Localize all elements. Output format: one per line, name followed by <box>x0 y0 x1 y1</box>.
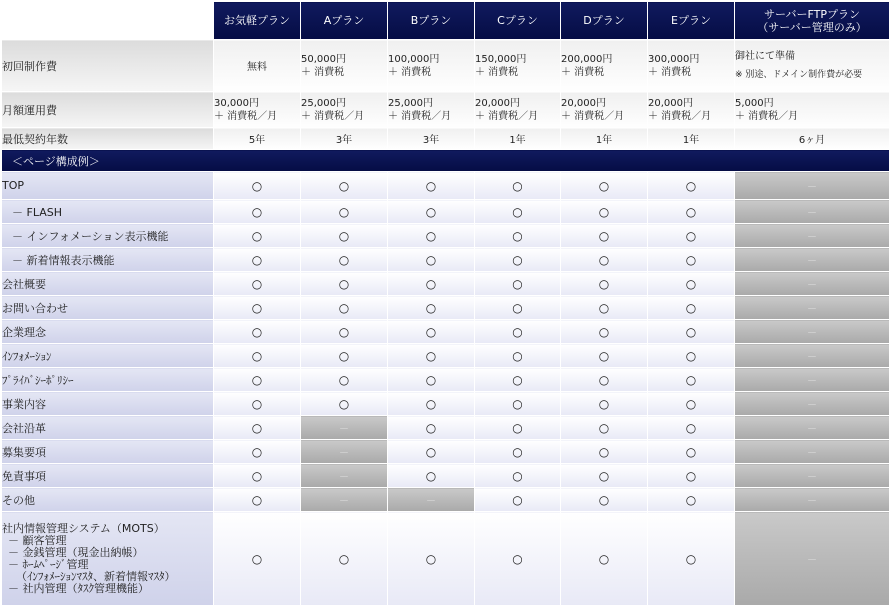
fee-tax: ＋ 消費税／月 <box>214 110 278 122</box>
yes-mark: ○ <box>475 296 561 320</box>
yes-mark: ○ <box>475 248 561 272</box>
fee-amount: 5,000円 <box>735 97 774 109</box>
yes-mark: ○ <box>475 488 561 512</box>
yes-mark: ○ <box>214 464 301 488</box>
yes-mark: ○ <box>301 200 388 224</box>
plan-header-b: Bプラン <box>388 2 475 40</box>
plan-header-e: Eプラン <box>648 2 735 40</box>
na-mark: － <box>301 440 388 464</box>
yes-mark: ○ <box>648 440 735 464</box>
feature-row-system <box>2 512 890 606</box>
yes-mark: ○ <box>475 200 561 224</box>
na-mark: － <box>735 200 890 224</box>
feature-row-news-display <box>2 248 890 272</box>
yes-mark: ○ <box>301 392 388 416</box>
yes-mark: ○ <box>648 296 735 320</box>
yes-mark: ○ <box>214 224 301 248</box>
feature-label: 会社概要 <box>2 272 214 296</box>
min-term-d: 1年 <box>561 128 648 150</box>
fee-amount: 25,000円 <box>301 97 346 109</box>
fee-amount: 25,000円 <box>388 97 433 109</box>
yes-mark: ○ <box>388 368 475 392</box>
yes-mark: ○ <box>561 344 648 368</box>
plan-header-d: Dプラン <box>561 2 648 40</box>
yes-mark: ○ <box>301 224 388 248</box>
yes-mark: ○ <box>648 272 735 296</box>
feature-row-other <box>2 488 890 512</box>
initial-fee-a <box>301 40 388 92</box>
min-term-otegaru: 5年 <box>214 128 301 150</box>
feature-row-contact <box>2 296 890 320</box>
feature-row-philosophy <box>2 320 890 344</box>
min-term-c: 1年 <box>475 128 561 150</box>
yes-mark: ○ <box>475 512 561 606</box>
yes-mark: ○ <box>475 344 561 368</box>
feature-row-info-display <box>2 224 890 248</box>
yes-mark: ○ <box>561 488 648 512</box>
plan-header-c: Cプラン <box>475 2 561 40</box>
ftp-header-line2: （サーバー管理のみ） <box>757 20 867 34</box>
yes-mark: ○ <box>214 272 301 296</box>
fee-amount: 50,000円 <box>301 53 346 65</box>
yes-mark: ○ <box>648 248 735 272</box>
feature-label: 事業内容 <box>2 392 214 416</box>
yes-mark: ○ <box>214 440 301 464</box>
na-mark: － <box>301 416 388 440</box>
yes-mark: ○ <box>648 392 735 416</box>
feature-label: － インフォメーション表示機能 <box>2 224 214 248</box>
initial-fee-e <box>648 40 735 92</box>
system-line: 社内情報管理システム（MOTS） <box>2 521 165 535</box>
yes-mark: ○ <box>214 200 301 224</box>
section-row <box>2 150 890 172</box>
feature-row-top <box>2 172 890 200</box>
yes-mark: ○ <box>214 512 301 606</box>
feature-label: － 新着情報表示機能 <box>2 248 214 272</box>
yes-mark: ○ <box>648 368 735 392</box>
na-mark: － <box>735 512 890 606</box>
na-mark: － <box>735 464 890 488</box>
fee-amount: 200,000円 <box>561 53 613 65</box>
yes-mark: ○ <box>388 512 475 606</box>
yes-mark: ○ <box>561 368 648 392</box>
monthly-fee-b <box>388 92 475 128</box>
na-mark: － <box>735 248 890 272</box>
yes-mark: ○ <box>214 392 301 416</box>
yes-mark: ○ <box>475 172 561 200</box>
yes-mark: ○ <box>301 368 388 392</box>
ftp-header-line1: サーバーFTPプラン <box>764 7 860 21</box>
initial-fee-b <box>388 40 475 92</box>
monthly-fee-ftp <box>735 92 890 128</box>
yes-mark: ○ <box>214 248 301 272</box>
yes-mark: ○ <box>388 440 475 464</box>
feature-label: 免責事項 <box>2 464 214 488</box>
na-mark: － <box>735 368 890 392</box>
na-mark: － <box>735 488 890 512</box>
na-mark: － <box>735 416 890 440</box>
yes-mark: ○ <box>561 320 648 344</box>
initial-fee-ftp <box>735 40 890 92</box>
yes-mark: ○ <box>648 416 735 440</box>
plan-comparison-table <box>1 1 890 606</box>
min-term-e: 1年 <box>648 128 735 150</box>
yes-mark: ○ <box>648 224 735 248</box>
yes-mark: ○ <box>301 320 388 344</box>
yes-mark: ○ <box>475 368 561 392</box>
system-label <box>2 512 214 606</box>
na-mark: － <box>301 488 388 512</box>
min-term-a: 3年 <box>301 128 388 150</box>
yes-mark: ○ <box>214 296 301 320</box>
yes-mark: ○ <box>214 488 301 512</box>
yes-mark: ○ <box>475 224 561 248</box>
yes-mark: ○ <box>561 296 648 320</box>
fee-tax: ＋ 消費税／月 <box>561 110 625 122</box>
monthly-fee-label: 月額運用費 <box>2 92 214 128</box>
min-term-ftp: 6ヶ月 <box>735 128 890 150</box>
feature-label: ｲﾝﾌｫﾒｰｼｮﾝ <box>2 344 214 368</box>
yes-mark: ○ <box>388 224 475 248</box>
yes-mark: ○ <box>648 512 735 606</box>
na-mark: － <box>735 224 890 248</box>
monthly-fee-row <box>2 92 890 128</box>
yes-mark: ○ <box>475 416 561 440</box>
ftp-prepare-text: 御社にて準備 <box>735 50 795 62</box>
feature-label: 企業理念 <box>2 320 214 344</box>
yes-mark: ○ <box>561 512 648 606</box>
na-mark: － <box>735 296 890 320</box>
yes-mark: ○ <box>214 368 301 392</box>
yes-mark: ○ <box>388 272 475 296</box>
fee-tax: ＋ 消費税／月 <box>648 110 712 122</box>
yes-mark: ○ <box>475 272 561 296</box>
fee-amount: 100,000円 <box>388 53 440 65</box>
yes-mark: ○ <box>648 344 735 368</box>
min-term-row <box>2 128 890 150</box>
fee-tax: ＋ 消費税／月 <box>301 110 365 122</box>
fee-tax: ＋ 消費税／月 <box>388 110 452 122</box>
yes-mark: ○ <box>475 440 561 464</box>
fee-tax: ＋ 消費税 <box>475 66 519 78</box>
na-mark: － <box>301 464 388 488</box>
fee-tax: ＋ 消費税／月 <box>475 110 539 122</box>
yes-mark: ○ <box>561 248 648 272</box>
yes-mark: ○ <box>475 320 561 344</box>
system-line: － 社内管理（ﾀｽｸ管理機能） <box>8 581 149 595</box>
header-corner <box>2 2 214 40</box>
yes-mark: ○ <box>561 224 648 248</box>
yes-mark: ○ <box>388 248 475 272</box>
feature-label: ﾌﾟﾗｲﾊﾞｼｰﾎﾟﾘｼｰ <box>2 368 214 392</box>
initial-fee-otegaru: 無料 <box>214 40 301 92</box>
plan-header-ftp <box>735 2 890 40</box>
feature-row-history <box>2 416 890 440</box>
yes-mark: ○ <box>388 392 475 416</box>
monthly-fee-e <box>648 92 735 128</box>
initial-fee-label: 初回制作費 <box>2 40 214 92</box>
fee-amount: 20,000円 <box>475 97 520 109</box>
fee-amount: 20,000円 <box>561 97 606 109</box>
system-line: － ﾎｰﾑﾍﾟｰｼﾞ管理 <box>8 557 89 571</box>
fee-amount: 30,000円 <box>214 97 259 109</box>
feature-row-privacy-policy <box>2 368 890 392</box>
feature-label: お問い合わせ <box>2 296 214 320</box>
yes-mark: ○ <box>301 512 388 606</box>
feature-row-business <box>2 392 890 416</box>
yes-mark: ○ <box>388 320 475 344</box>
section-title: ＜ページ構成例＞ <box>2 150 890 172</box>
na-mark: － <box>735 320 890 344</box>
feature-row-disclaimer <box>2 464 890 488</box>
fee-amount: 150,000円 <box>475 53 527 65</box>
monthly-fee-d <box>561 92 648 128</box>
min-term-b: 3年 <box>388 128 475 150</box>
yes-mark: ○ <box>388 464 475 488</box>
yes-mark: ○ <box>648 172 735 200</box>
yes-mark: ○ <box>214 344 301 368</box>
yes-mark: ○ <box>388 296 475 320</box>
yes-mark: ○ <box>648 488 735 512</box>
yes-mark: ○ <box>301 248 388 272</box>
fee-tax: ＋ 消費税 <box>561 66 605 78</box>
feature-row-recruitment <box>2 440 890 464</box>
yes-mark: ○ <box>648 200 735 224</box>
feature-label: 会社沿革 <box>2 416 214 440</box>
feature-label: TOP <box>2 172 214 200</box>
plan-header-a: Aプラン <box>301 2 388 40</box>
ftp-domain-note: ※ 別途、ドメイン制作費が必要 <box>735 69 863 80</box>
feature-label: － FLASH <box>2 200 214 224</box>
yes-mark: ○ <box>648 464 735 488</box>
header-row <box>2 2 890 40</box>
yes-mark: ○ <box>648 320 735 344</box>
yes-mark: ○ <box>561 416 648 440</box>
feature-row-information <box>2 344 890 368</box>
yes-mark: ○ <box>214 172 301 200</box>
initial-fee-row <box>2 40 890 92</box>
yes-mark: ○ <box>561 172 648 200</box>
fee-tax: ＋ 消費税／月 <box>735 110 799 122</box>
na-mark: － <box>735 392 890 416</box>
na-mark: － <box>735 440 890 464</box>
yes-mark: ○ <box>388 416 475 440</box>
na-mark: － <box>735 172 890 200</box>
yes-mark: ○ <box>475 392 561 416</box>
yes-mark: ○ <box>388 172 475 200</box>
yes-mark: ○ <box>301 296 388 320</box>
fee-amount: 300,000円 <box>648 53 700 65</box>
monthly-fee-otegaru <box>214 92 301 128</box>
monthly-fee-a <box>301 92 388 128</box>
feature-label: 募集要項 <box>2 440 214 464</box>
initial-fee-c <box>475 40 561 92</box>
system-line: － 顧客管理 <box>8 533 67 547</box>
system-line: － 金銭管理（現金出納帳） <box>8 545 144 559</box>
yes-mark: ○ <box>561 272 648 296</box>
feature-label: その他 <box>2 488 214 512</box>
yes-mark: ○ <box>561 392 648 416</box>
yes-mark: ○ <box>301 172 388 200</box>
fee-tax: ＋ 消費税 <box>388 66 432 78</box>
plan-header-otegaru: お気軽プラン <box>214 2 301 40</box>
feature-row-company-profile <box>2 272 890 296</box>
system-line: （ｲﾝﾌｫﾒｰｼｮﾝﾏｽﾀ、新着情報ﾏｽﾀ） <box>16 569 176 583</box>
fee-amount: 20,000円 <box>648 97 693 109</box>
yes-mark: ○ <box>214 320 301 344</box>
initial-fee-d <box>561 40 648 92</box>
fee-tax: ＋ 消費税 <box>648 66 692 78</box>
yes-mark: ○ <box>214 416 301 440</box>
yes-mark: ○ <box>561 440 648 464</box>
na-mark: － <box>735 272 890 296</box>
yes-mark: ○ <box>475 464 561 488</box>
min-term-label: 最低契約年数 <box>2 128 214 150</box>
yes-mark: ○ <box>301 272 388 296</box>
monthly-fee-c <box>475 92 561 128</box>
yes-mark: ○ <box>301 344 388 368</box>
fee-tax: ＋ 消費税 <box>301 66 345 78</box>
yes-mark: ○ <box>388 344 475 368</box>
yes-mark: ○ <box>561 200 648 224</box>
na-mark: － <box>388 488 475 512</box>
yes-mark: ○ <box>388 200 475 224</box>
na-mark: － <box>735 344 890 368</box>
yes-mark: ○ <box>561 464 648 488</box>
feature-row-flash <box>2 200 890 224</box>
